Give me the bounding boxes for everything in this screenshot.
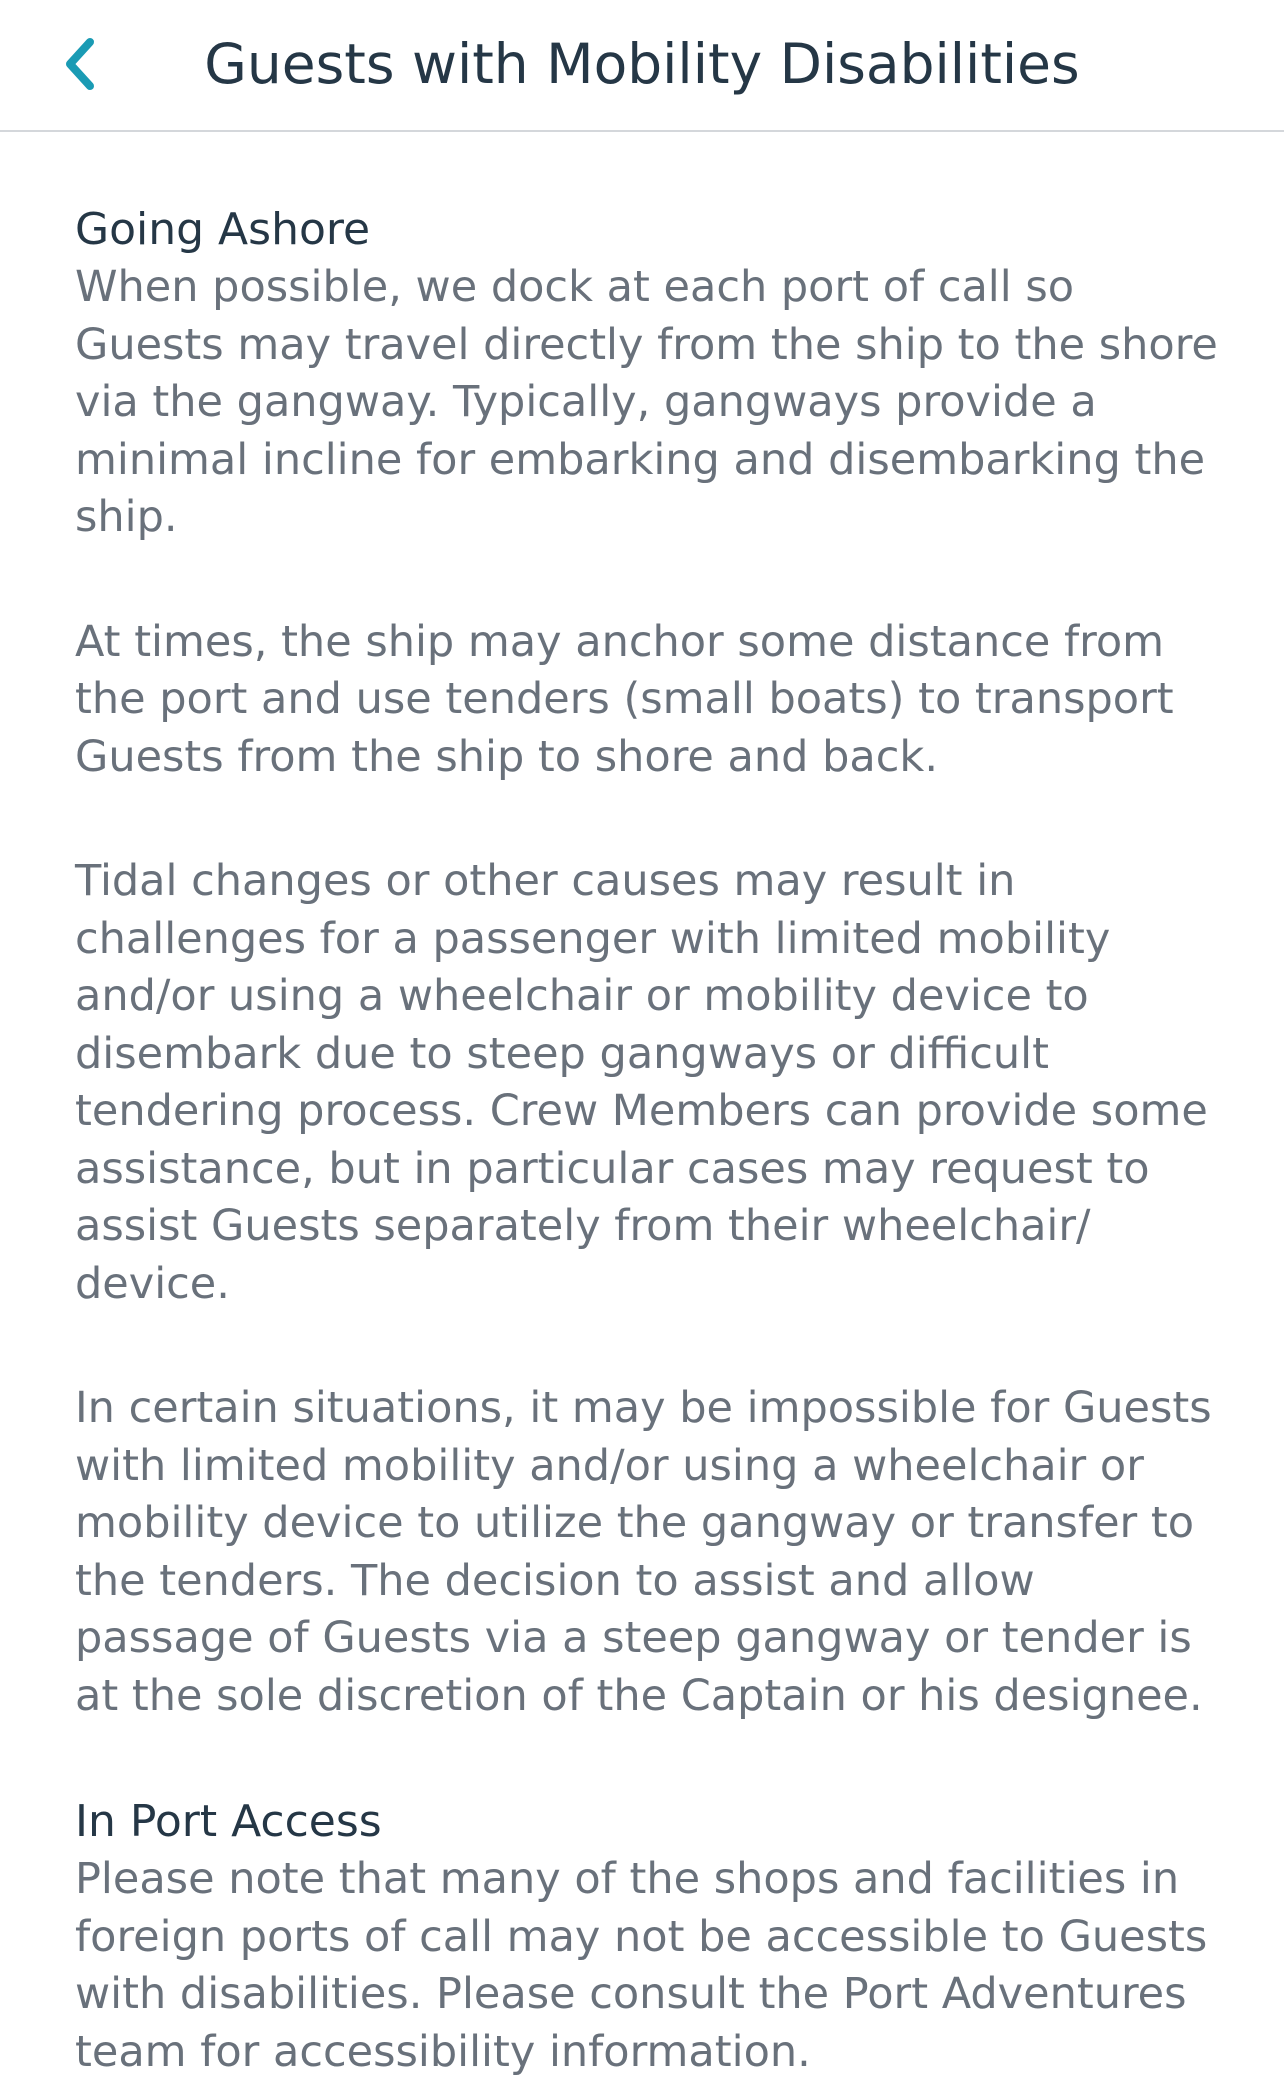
back-button[interactable]	[44, 28, 116, 100]
going-ashore-section	[75, 200, 1225, 1725]
paragraph-spacer	[75, 1313, 1225, 1380]
going-ashore-paragraph-2: At times, the ship may anchor some distance from the port and use tenders (small boats) to transport Guests from the ship to shore and back.	[75, 616, 1174, 782]
accessibility-content	[75, 200, 1225, 2081]
chevron-left-icon	[60, 34, 100, 94]
in-port-access-paragraph-1: Please note that many of the shops and facilities in foreign ports of call may not be accessible to Guests with disabilities. Please consult the Port Adventures team for accessibility information.	[75, 1854, 1208, 2077]
top-navigation-bar	[0, 0, 1284, 132]
going-ashore-paragraph-4: In certain situations, it may be impossible for Guests with limited mobility and/or using a wheelchair or mobility device to utilize the gangway or transfer to the tenders. The decision to assist and allow passage of Guests via a steep gangway or tender is at the sole discretion of the Captain or his designee.	[75, 1383, 1212, 1721]
going-ashore-paragraph-1: When possible, we dock at each port of call so Guests may travel directly from the ship to the shore via the gangway. Typically, gangways provide a minimal incline for embarking and disembarking the ship.	[75, 262, 1218, 542]
section-title-in-port-access: In Port Access	[75, 1796, 382, 1847]
paragraph-spacer	[75, 786, 1225, 853]
in-port-access-section	[75, 1792, 1225, 2081]
paragraph-spacer	[75, 547, 1225, 614]
section-title-going-ashore: Going Ashore	[75, 204, 371, 255]
page-title: Guests with Mobility Disabilities	[204, 32, 1080, 96]
going-ashore-paragraph-3: Tidal changes or other causes may result in challenges for a passenger with limited mobility and/or using a wheelchair or mobility device to disembark due to steep gangways or difficult tendering process. Crew Members can provide some assistance, but in particular cases may request to assist Guests separately from their wheelchair/ device.	[75, 856, 1208, 1309]
section-spacer	[75, 1725, 1225, 1792]
